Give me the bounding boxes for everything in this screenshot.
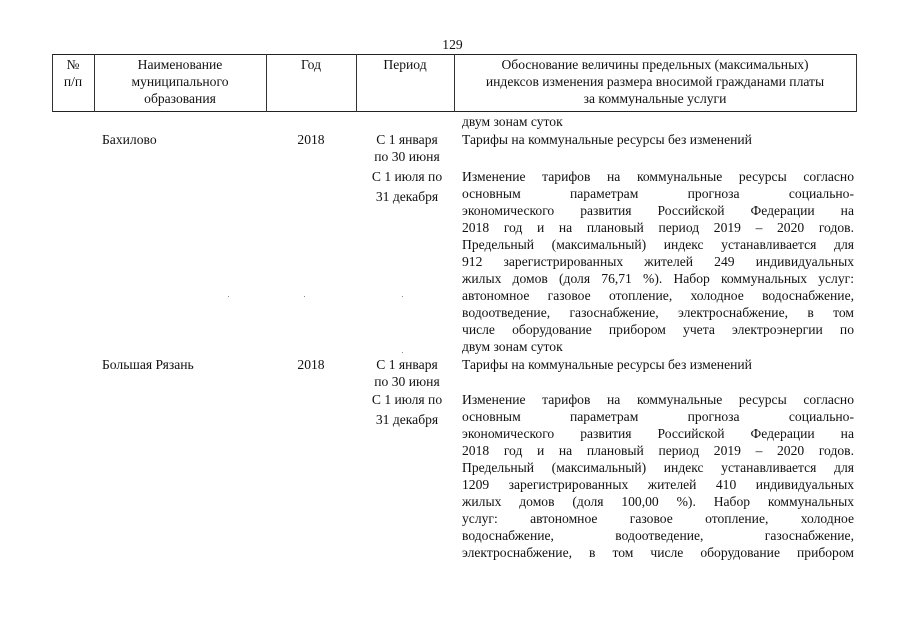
row-basis-first-half: Тарифы на коммунальные ресурсы без изменений: [462, 357, 752, 372]
row-name: Бахилово: [102, 132, 157, 147]
scan-speck: [304, 296, 305, 297]
row-period-first-half: С 1 января по 30 июня: [374, 132, 440, 164]
scan-speck: [402, 352, 403, 353]
header-name: Наименование муниципального образования: [131, 57, 229, 106]
scan-speck: [402, 296, 403, 297]
row-basis-second-half: Изменение тарифов на коммунальные ресурсы согласно основным параметрам прогноза социально- экономического развития Российской Федерации на 2018 год и на плановый период 2019 – 2020 годов. Предельный (максимальный) индекс устанавливается для 1209 зарегистрированных жителей 410 индивидуальных жилых домов (доля 100,00 %). Набор коммунальных услуг: автономное газовое отопление, холодное водоснабжение, водоотведение, газоснабжение, электроснабжение, в том числе оборудование прибором: [462, 392, 854, 560]
column-divider: [856, 54, 857, 112]
header-year: Год: [301, 57, 321, 72]
row-name: Большая Рязань: [102, 357, 194, 372]
row-basis-second-half: Изменение тарифов на коммунальные ресурсы согласно основным параметрам прогноза социально- экономического развития Российской Федерации на 2018 год и на плановый период 2019 – 2020 годов. Предельный (максимальный) индекс устанавливается для 912 зарегистрированных жителей 249 индивидуальных жилых домов (доля 76,71 %). Набор коммунальных услуг: автономное газовое отопление, холодное водоснабжение, водоотведение, газоснабжение, электроснабжение, в том числе оборудование прибором учета электроэнергии по двум зонам суток: [462, 169, 854, 354]
row-period-second-half: С 1 июля по 31 декабря: [371, 392, 443, 427]
header-basis: Обоснование величины предельных (максимальных) индексов изменения размера вносимой гражданами платы за коммунальные услуги: [485, 57, 825, 106]
row-year: 2018: [297, 132, 325, 147]
row-basis-first-half: Тарифы на коммунальные ресурсы без изменений: [462, 132, 752, 147]
scan-speck: [228, 296, 229, 297]
header-number: № п/п: [63, 57, 83, 89]
page-number: 129: [442, 37, 463, 52]
row-year: 2018: [297, 357, 325, 372]
carry-over-text: двум зонам суток: [462, 114, 563, 129]
header-period: Период: [383, 57, 427, 72]
row-period-first-half: С 1 января по 30 июня: [374, 357, 440, 389]
row-period-second-half: С 1 июля по 31 декабря: [371, 169, 443, 204]
